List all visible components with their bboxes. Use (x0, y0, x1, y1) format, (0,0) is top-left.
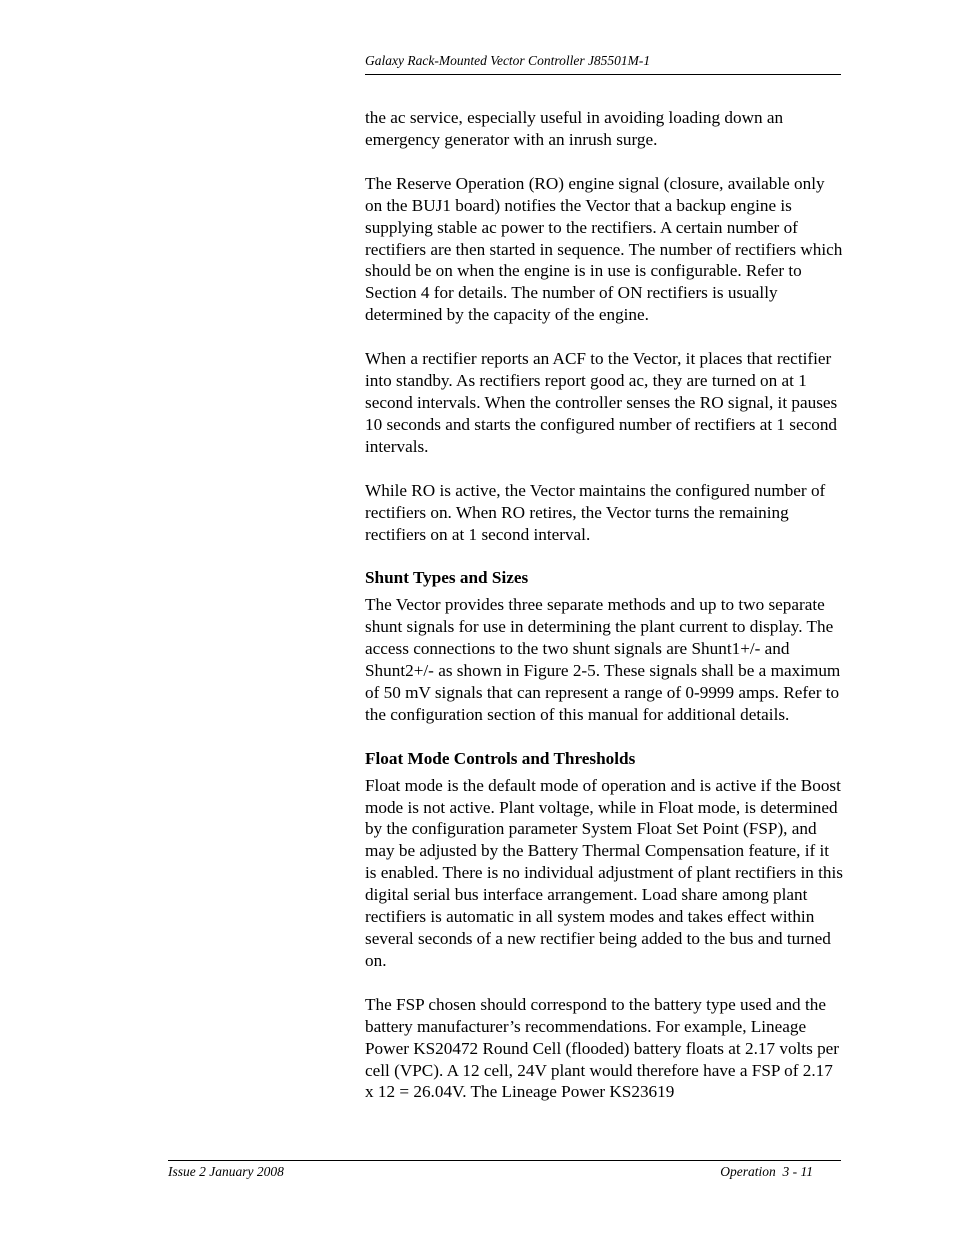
footer-issue: Issue 2 January 2008 (168, 1164, 284, 1179)
paragraph-ro-active: While RO is active, the Vector maintains the configured number of rectifiers on. When RO retires, the Vector turns the remaining rectifiers on at 1 second interval. (365, 480, 826, 544)
paragraph-ac-service: the ac service, especially useful in avoiding loading down an emergency generator with an inrush surge. (365, 108, 784, 149)
heading-float-mode: Float Mode Controls and Thresholds (365, 748, 636, 768)
paragraph-float-mode: Float mode is the default mode of operation and is active if the Boost mode is not active. Plant voltage, while in Float mode, is determined by the configuration parameter System Float Set Point (FSP), and may be adjusted by the Battery Thermal Compensation feature, if it is enabled. There is no individual adjustment of plant rectifiers in this digital serial bus interface arrangement. Load share among plant rectifiers is automatic in all system modes and takes effect within several seconds of a new rectifier being added to the bus and turned on. (365, 775, 843, 970)
paragraph-fsp: The FSP chosen should correspond to the battery type used and the battery manufacturer’s recommendations. For example, Lineage Power KS20472 Round Cell (flooded) battery floats at 2.17 volts per cell (VPC). A 12 cell, 24V plant would therefore have a FSP of 2.17 x 12 = 26.04V. The Lineage Power KS23619 (365, 994, 840, 1102)
footer-page-number: Operation 3 - 11 (720, 1164, 813, 1179)
paragraph-reserve-operation: The Reserve Operation (RO) engine signal (closure, available only on the BUJ1 board) notifies the Vector that a backup engine is supplying stable ac power to the rectifiers. A certain number of rectifiers are then started in sequence. The number of rectifiers which should be on when the engine is in use is configurable. Refer to Section 4 for details. The number of ON rectifiers is usually determined by the capacity of the engine. (365, 173, 843, 325)
paragraph-shunt: The Vector provides three separate methods and up to two separate shunt signals for use in determining the plant current to display. The access connections to the two shunt signals are Shunt1+/- and Shunt2+/- as shown in Figure 2-5. These signals shall be a maximum of 50 mV signals that can represent a range of 0-9999 amps. Refer to the configuration section of this manual for additional details. (365, 595, 841, 724)
paragraph-acf-standby: When a rectifier reports an ACF to the Vector, it places that rectifier into standby. As rectifiers report good ac, they are turned on at 1 second intervals. When the controller senses the RO signal, it pauses 10 seconds and starts the configured number of rectifiers at 1 second intervals. (365, 349, 838, 456)
heading-shunt-types: Shunt Types and Sizes (365, 568, 529, 588)
running-header: Galaxy Rack-Mounted Vector Controller J85501M-1 (365, 53, 841, 75)
page-footer (168, 1160, 841, 1179)
page-body (365, 107, 843, 1125)
